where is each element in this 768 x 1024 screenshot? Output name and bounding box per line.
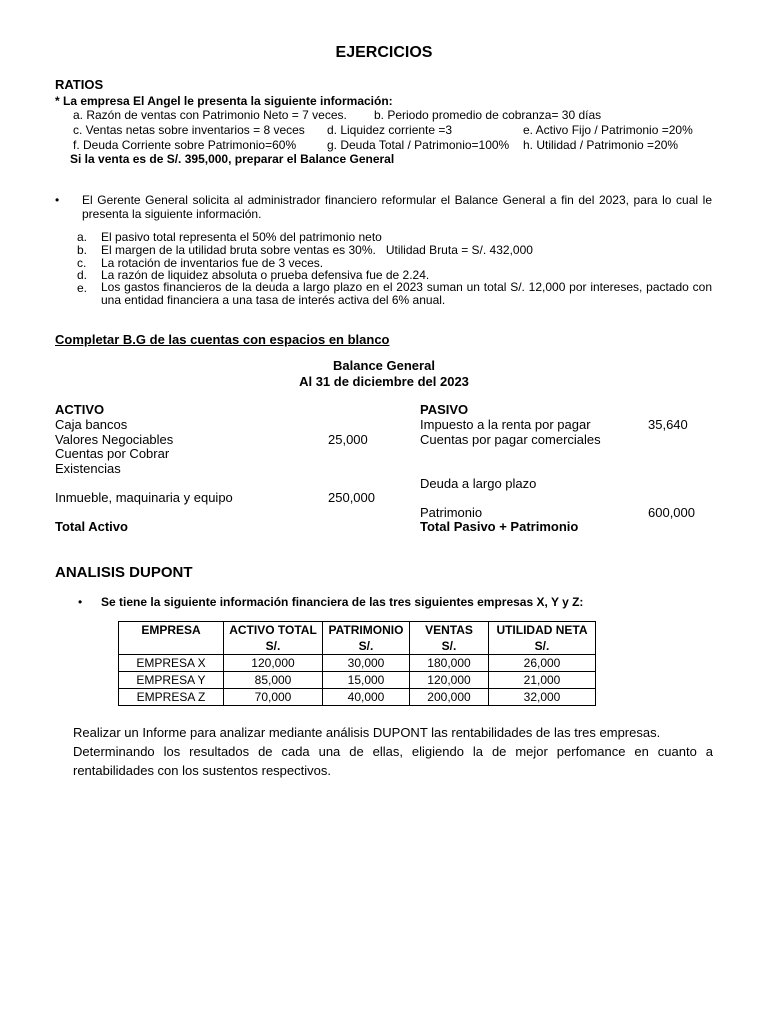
gerente-item-b-letter: b.: [77, 243, 88, 257]
table-row: [119, 672, 596, 689]
ratio-item-g: g. Deuda Total / Patrimonio=100%: [327, 138, 510, 152]
header-utilidad-neta: UTILIDAD NETA S/.: [489, 622, 596, 655]
cell-utilidad-neta: 21,000: [489, 672, 596, 689]
dupont-paragraph-2: Determinando los resultados de cada una de ellas, eligiendo la de mejor perfomance en cuanto a rentabilidades con los sustentos respectivos.: [73, 744, 713, 778]
header-empresa: EMPRESA: [119, 622, 224, 655]
ratio-item-a: a. Razón de ventas con Patrimonio Neto = 7 veces.: [73, 108, 347, 122]
header-ventas: VENTAS S/.: [410, 622, 489, 655]
cell-ventas: 120,000: [410, 672, 489, 689]
cell-patrimonio: 30,000: [323, 655, 410, 672]
completar-heading: Completar B.G de las cuentas con espacios en blanco: [55, 332, 390, 347]
activo-inmueble: Inmueble, maquinaria y equipo: [55, 490, 233, 505]
activo-heading: ACTIVO: [55, 402, 105, 417]
dupont-paragraph-1: Realizar un Informe para analizar mediante análisis DUPONT las rentabilidades de las tres empresas.: [73, 725, 661, 740]
gerente-item-e: Los gastos financieros de la deuda a largo plazo en el 2023 suman un total S/. 12,000 por intereses, pactado con una entidad financiera a una tasa de interés activa del 6% anual.: [101, 280, 712, 307]
cell-ventas: 200,000: [410, 689, 489, 706]
activo-existencias: Existencias: [55, 461, 121, 476]
activo-caja-bancos: Caja bancos: [55, 417, 128, 432]
gerente-item-a: El pasivo total representa el 50% del patrimonio neto: [101, 230, 382, 244]
pasivo-cuentas-por-pagar: Cuentas por pagar comerciales: [420, 432, 601, 447]
cell-utilidad-neta: 26,000: [489, 655, 596, 672]
cell-patrimonio: 40,000: [323, 689, 410, 706]
header-activo-total: ACTIVO TOTAL S/.: [224, 622, 323, 655]
activo-valores-negociables-value: 25,000: [328, 432, 368, 447]
dupont-bullet: •: [78, 595, 83, 609]
ratio-item-e: e. Activo Fijo / Patrimonio =20%: [523, 123, 693, 137]
ratio-item-h: h. Utilidad / Patrimonio =20%: [523, 138, 679, 152]
ratios-intro: * La empresa El Angel le presenta la siguiente información:: [55, 94, 393, 108]
activo-cuentas-por-cobrar: Cuentas por Cobrar: [55, 446, 170, 461]
gerente-item-d: La razón de liquidez absoluta o prueba defensiva fue de 2.24.: [101, 268, 430, 282]
cell-activo-total: 120,000: [224, 655, 323, 672]
ratio-item-f: f. Deuda Corriente sobre Patrimonio=60%: [73, 138, 297, 152]
gerente-item-e-letter: e.: [77, 281, 88, 295]
gerente-item-b: El margen de la utilidad bruta sobre ventas es 30%. Utilidad Bruta = S/. 432,000: [101, 243, 533, 257]
cell-empresa: EMPRESA X: [119, 655, 224, 672]
cell-activo-total: 70,000: [224, 689, 323, 706]
dupont-intro: Se tiene la siguiente información financiera de las tres siguientes empresas X, Y y Z:: [101, 595, 584, 609]
pasivo-patrimonio-value: 600,000: [648, 505, 695, 520]
gerente-item-a-letter: a.: [77, 230, 88, 244]
pasivo-heading: PASIVO: [420, 402, 469, 417]
pasivo-deuda-largo-plazo: Deuda a largo plazo: [420, 476, 537, 491]
total-pasivo-patrimonio: Total Pasivo + Patrimonio: [420, 519, 579, 534]
gerente-bullet: •: [55, 193, 60, 207]
dupont-heading: ANALISIS DUPONT: [55, 564, 193, 581]
cell-empresa: EMPRESA Z: [119, 689, 224, 706]
balance-title: Balance General: [333, 358, 435, 373]
ratios-instruction: Si la venta es de S/. 395,000, preparar el Balance General: [70, 152, 395, 166]
table-row: [119, 689, 596, 706]
cell-activo-total: 85,000: [224, 672, 323, 689]
pasivo-impuesto: Impuesto a la renta por pagar: [420, 417, 591, 432]
pasivo-impuesto-value: 35,640: [648, 417, 688, 432]
balance-date: Al 31 de diciembre del 2023: [299, 374, 469, 389]
page-title: EJERCICIOS: [335, 44, 433, 61]
gerente-item-d-letter: d.: [77, 268, 88, 282]
activo-inmueble-value: 250,000: [328, 490, 375, 505]
ratio-item-c: c. Ventas netas sobre inventarios = 8 veces: [73, 123, 305, 137]
ratios-heading: RATIOS: [55, 77, 104, 92]
gerente-item-c-letter: c.: [77, 256, 87, 270]
cell-ventas: 180,000: [410, 655, 489, 672]
pasivo-patrimonio: Patrimonio: [420, 505, 483, 520]
table-row: [119, 655, 596, 672]
gerente-text: El Gerente General solicita al administrador financiero reformular el Balance General a fin del 2023, para lo cual le presenta la siguiente información.: [82, 193, 712, 221]
table-header-row: [119, 622, 596, 655]
total-activo: Total Activo: [55, 519, 128, 534]
header-patrimonio: PATRIMONIO S/.: [323, 622, 410, 655]
ratio-item-b: b. Periodo promedio de cobranza= 30 días: [374, 108, 602, 122]
dupont-table: [118, 621, 596, 706]
activo-valores-negociables: Valores Negociables: [55, 432, 174, 447]
gerente-item-c: La rotación de inventarios fue de 3 veces.: [101, 256, 324, 270]
cell-utilidad-neta: 32,000: [489, 689, 596, 706]
cell-patrimonio: 15,000: [323, 672, 410, 689]
cell-empresa: EMPRESA Y: [119, 672, 224, 689]
ratio-item-d: d. Liquidez corriente =3: [327, 123, 453, 137]
